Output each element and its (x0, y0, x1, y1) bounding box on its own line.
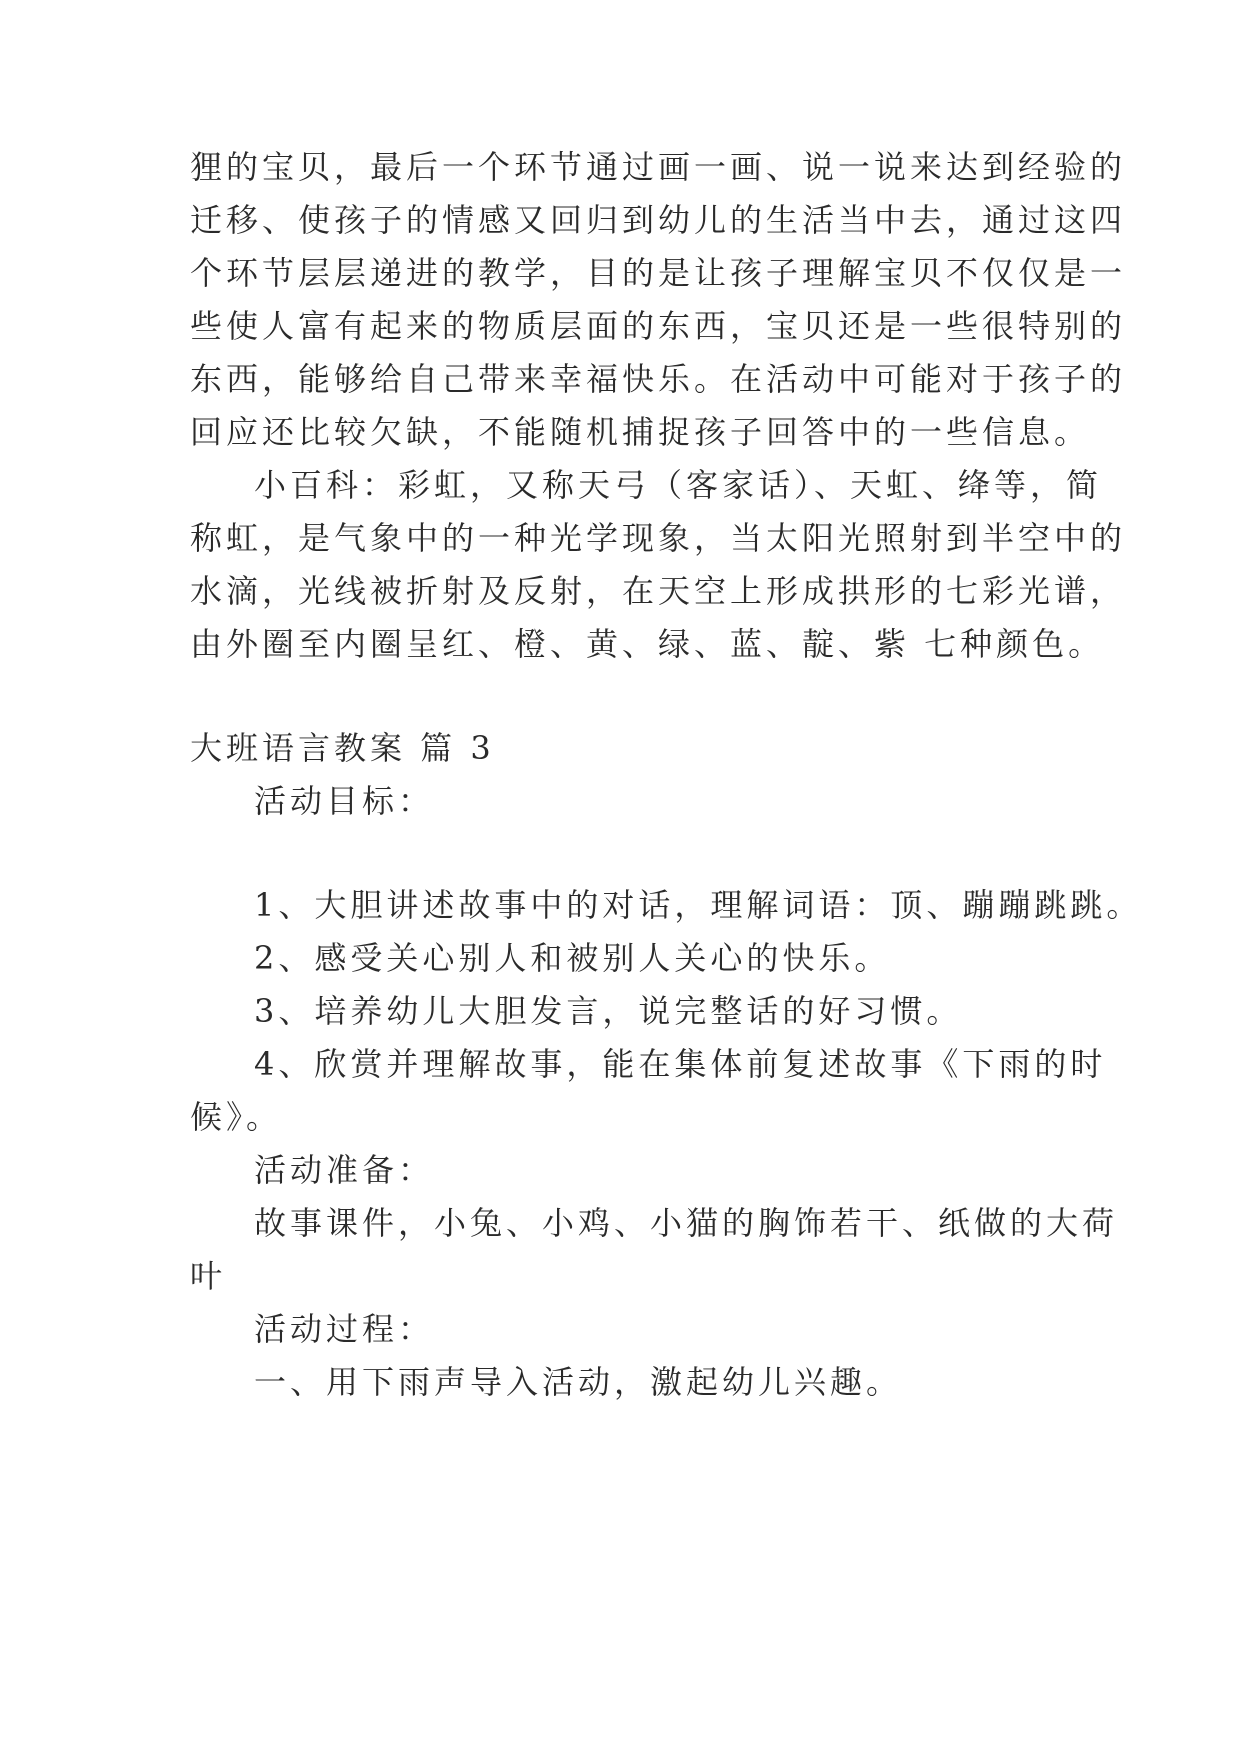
paragraph-line: 回应还比较欠缺，不能随机捕捉孩子回答中的一些信息。 (190, 413, 1091, 451)
section-title: 大班语言教案 篇 3 (190, 729, 495, 767)
paragraph-line: 由外圈至内圈呈红、橙、黄、绿、蓝、靛、紫 七种颜色。 (190, 625, 1105, 663)
prep-heading: 活动准备： (254, 1151, 435, 1189)
paragraph-line: 东西，能够给自己带来幸福快乐。在活动中可能对于孩子的 (190, 360, 1127, 398)
paragraph-line: 狸的宝贝，最后一个环节通过画一画、说一说来达到经验的 (190, 148, 1127, 186)
paragraph-line: 些使人富有起来的物质层面的东西，宝贝还是一些很特别的 (190, 307, 1127, 345)
goal-item: 2、感受关心别人和被别人关心的快乐。 (254, 939, 891, 977)
prep-text: 故事课件，小兔、小鸡、小猫的胸饰若干、纸做的大荷 (254, 1204, 1119, 1242)
paragraph-line: 个环节层层递进的教学，目的是让孩子理解宝贝不仅仅是一 (190, 254, 1127, 292)
paragraph-line: 迁移、使孩子的情感又回归到幼儿的生活当中去，通过这四 (190, 201, 1127, 239)
paragraph-line: 水滴，光线被折射及反射，在天空上形成拱形的七彩光谱， (190, 572, 1127, 610)
paragraph-line: 称虹，是气象中的一种光学现象，当太阳光照射到半空中的 (190, 519, 1127, 557)
goals-heading: 活动目标： (254, 782, 435, 820)
paragraph-line: 小百科：彩虹，又称天弓（客家话）、天虹、绛等，简 (254, 466, 1103, 504)
process-step: 一、用下雨声导入活动，激起幼儿兴趣。 (254, 1363, 903, 1401)
goal-item-continued: 候》。 (190, 1098, 283, 1136)
goal-item: 1、大胆讲述故事中的对话，理解词语：顶、蹦蹦跳跳。 (254, 886, 1143, 924)
goal-item: 4、欣赏并理解故事，能在集体前复述故事《下雨的时 (254, 1045, 1107, 1083)
prep-text-continued: 叶 (190, 1257, 227, 1295)
goal-item: 3、培养幼儿大胆发言，说完整话的好习惯。 (254, 992, 963, 1030)
process-heading: 活动过程： (254, 1310, 435, 1348)
